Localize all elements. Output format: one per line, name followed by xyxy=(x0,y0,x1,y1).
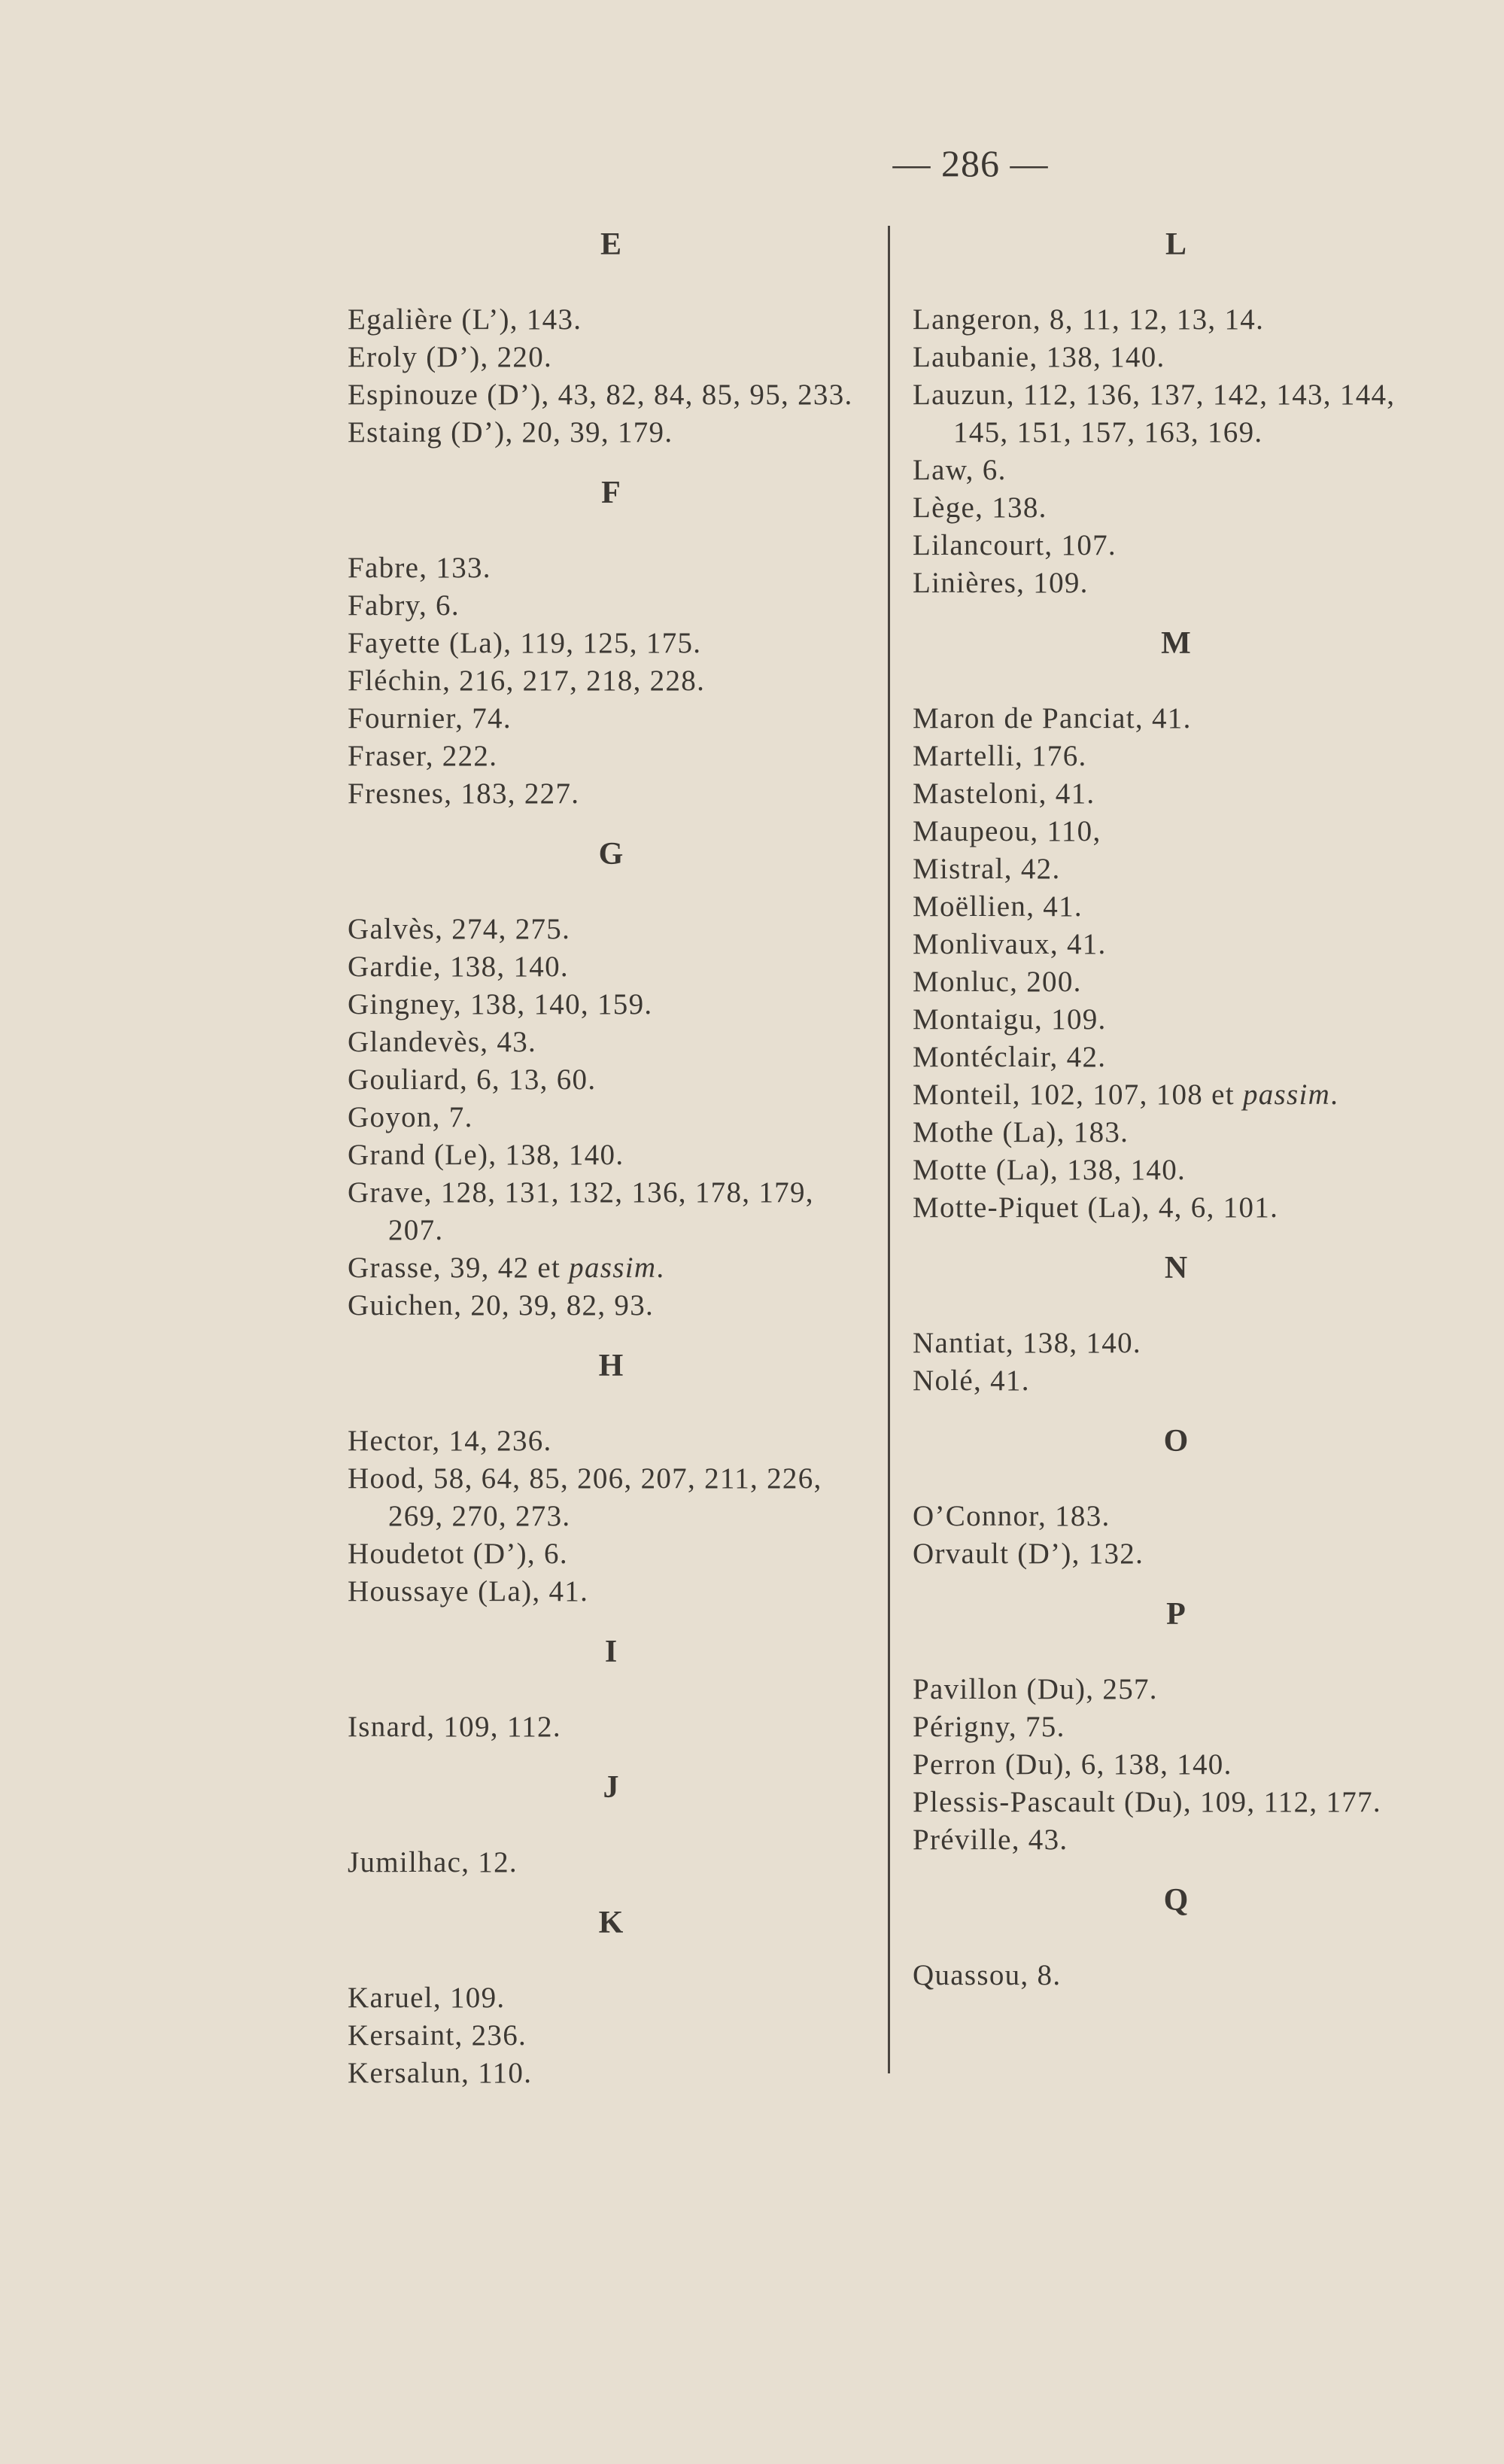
section-letter-m: M xyxy=(1161,626,1191,661)
index-entry: Motte (La), 138, 140. xyxy=(913,1154,1186,1186)
index-entry: Gardie, 138, 140. xyxy=(348,951,569,983)
index-entry: Glandevès, 43. xyxy=(348,1026,537,1058)
index-entry: Isnard, 109, 112. xyxy=(348,1711,561,1743)
index-entry: Egalière (L’), 143. xyxy=(348,303,582,336)
page-number: — 286 — xyxy=(892,142,1049,184)
index-entry: Houdetot (D’), 6. xyxy=(348,1538,568,1570)
index-entry: Langeron, 8, 11, 12, 13, 14. xyxy=(913,303,1265,336)
column-divider xyxy=(888,226,890,2073)
index-entry: Guichen, 20, 39, 82, 93. xyxy=(348,1289,655,1322)
index-entry: Lilancourt, 107. xyxy=(913,529,1117,561)
index-entry: Grand (Le), 138, 140. xyxy=(348,1139,624,1171)
index-section-n xyxy=(913,1227,1439,1400)
section-letter-p: P xyxy=(1166,1597,1186,1632)
index-entry: Gouliard, 6, 13, 60. xyxy=(348,1063,597,1096)
index-entry: Gingney, 138, 140, 159. xyxy=(348,988,653,1021)
index-entry: Fabry, 6. xyxy=(348,589,460,622)
index-entry: Montaigu, 109. xyxy=(913,1003,1107,1036)
index-entry: Lauzun, 112, 136, 137, 142, 143, 144, 145, 151, 157, 163, 169. xyxy=(913,379,1396,449)
index-entry: Kersaint, 236. xyxy=(348,2019,527,2052)
section-letter-l: L xyxy=(1165,227,1186,262)
index-section-g xyxy=(348,813,874,1325)
index-entry: Fayette (La), 119, 125, 175. xyxy=(348,627,702,659)
index-entry: Galvès, 274, 275. xyxy=(348,913,571,945)
section-letter-n: N xyxy=(1164,1251,1188,1285)
index-section-l xyxy=(913,203,1439,602)
index-column-right xyxy=(913,203,1439,1994)
index-entry: Pavillon (Du), 257. xyxy=(913,1673,1158,1705)
index-entry: Montéclair, 42. xyxy=(913,1041,1107,1073)
section-letter-i: I xyxy=(604,1635,618,1669)
index-entry: Fléchin, 216, 217, 218, 228. xyxy=(348,665,706,697)
index-section-j xyxy=(348,1746,874,1881)
index-entry: Linières, 109. xyxy=(913,567,1089,599)
index-section-p xyxy=(913,1573,1439,1859)
index-entry: Grasse, 39, 42 et passim. xyxy=(348,1252,665,1284)
index-section-e xyxy=(348,203,874,452)
index-entry: Jumilhac, 12. xyxy=(348,1846,518,1878)
index-entry: Hood, 58, 64, 85, 206, 207, 211, 226, 269, 270, 273. xyxy=(348,1462,822,1532)
index-entry: Mistral, 42. xyxy=(913,853,1061,885)
index-entry: Law, 6. xyxy=(913,454,1007,486)
index-entry: Nantiat, 138, 140. xyxy=(913,1327,1141,1359)
index-entry: Monlivaux, 41. xyxy=(913,928,1107,960)
index-entry: Martelli, 176. xyxy=(913,740,1087,772)
index-entry: Quassou, 8. xyxy=(913,1959,1062,1991)
index-entry: Mothe (La), 183. xyxy=(913,1116,1129,1148)
index-entry: Nolé, 41. xyxy=(913,1364,1030,1397)
index-entry: Fabre, 133. xyxy=(348,552,491,584)
index-section-k xyxy=(348,1881,874,2092)
section-letter-e: E xyxy=(600,227,621,262)
section-letter-j: J xyxy=(603,1770,619,1805)
index-section-o xyxy=(913,1400,1439,1573)
index-entry: O’Connor, 183. xyxy=(913,1500,1111,1532)
index-section-f xyxy=(348,452,874,813)
section-letter-o: O xyxy=(1163,1424,1189,1459)
index-entry: Moëllien, 41. xyxy=(913,890,1083,923)
index-entry: Goyon, 7. xyxy=(348,1101,473,1133)
index-entry: Karuel, 109. xyxy=(348,1982,506,2014)
index-entry: Maron de Panciat, 41. xyxy=(913,702,1192,735)
index-column-left xyxy=(348,203,874,2092)
index-entry: Estaing (D’), 20, 39, 179. xyxy=(348,416,673,449)
section-letter-g: G xyxy=(598,837,624,872)
section-letter-h: H xyxy=(598,1349,624,1383)
index-entry: Maupeou, 110, xyxy=(913,815,1101,847)
index-entry: Grave, 128, 131, 132, 136, 178, 179, 207. xyxy=(348,1176,814,1246)
index-entry: Masteloni, 41. xyxy=(913,777,1095,810)
index-entry: Houssaye (La), 41. xyxy=(348,1575,589,1608)
index-section-h xyxy=(348,1325,874,1611)
index-entry: Fournier, 74. xyxy=(348,702,512,735)
index-entry: Kersalun, 110. xyxy=(348,2057,533,2089)
index-entry: Fraser, 222. xyxy=(348,740,498,772)
index-entry: Hector, 14, 236. xyxy=(348,1425,552,1457)
index-entry: Périgny, 75. xyxy=(913,1711,1065,1743)
section-letter-f: F xyxy=(601,476,621,510)
index-entry: Eroly (D’), 220. xyxy=(348,341,553,373)
index-entry: Motte-Piquet (La), 4, 6, 101. xyxy=(913,1191,1279,1224)
index-entry: Monluc, 200. xyxy=(913,966,1082,998)
index-entry: Orvault (D’), 132. xyxy=(913,1538,1144,1570)
index-entry: Espinouze (D’), 43, 82, 84, 85, 95, 233. xyxy=(348,379,853,411)
index-entry: Monteil, 102, 107, 108 et passim. xyxy=(913,1078,1339,1111)
index-entry: Préville, 43. xyxy=(913,1824,1068,1856)
index-entry: Plessis-Pascault (Du), 109, 112, 177. xyxy=(913,1786,1381,1818)
index-section-i xyxy=(348,1611,874,1746)
index-entry: Perron (Du), 6, 138, 140. xyxy=(913,1748,1232,1781)
index-entry: Lège, 138. xyxy=(913,491,1047,524)
index-entry: Fresnes, 183, 227. xyxy=(348,777,580,810)
section-letter-k: K xyxy=(598,1906,624,1940)
index-entry: Laubanie, 138, 140. xyxy=(913,341,1165,373)
index-section-m xyxy=(913,602,1439,1227)
index-section-q xyxy=(913,1859,1439,1994)
section-letter-q: Q xyxy=(1163,1883,1189,1918)
